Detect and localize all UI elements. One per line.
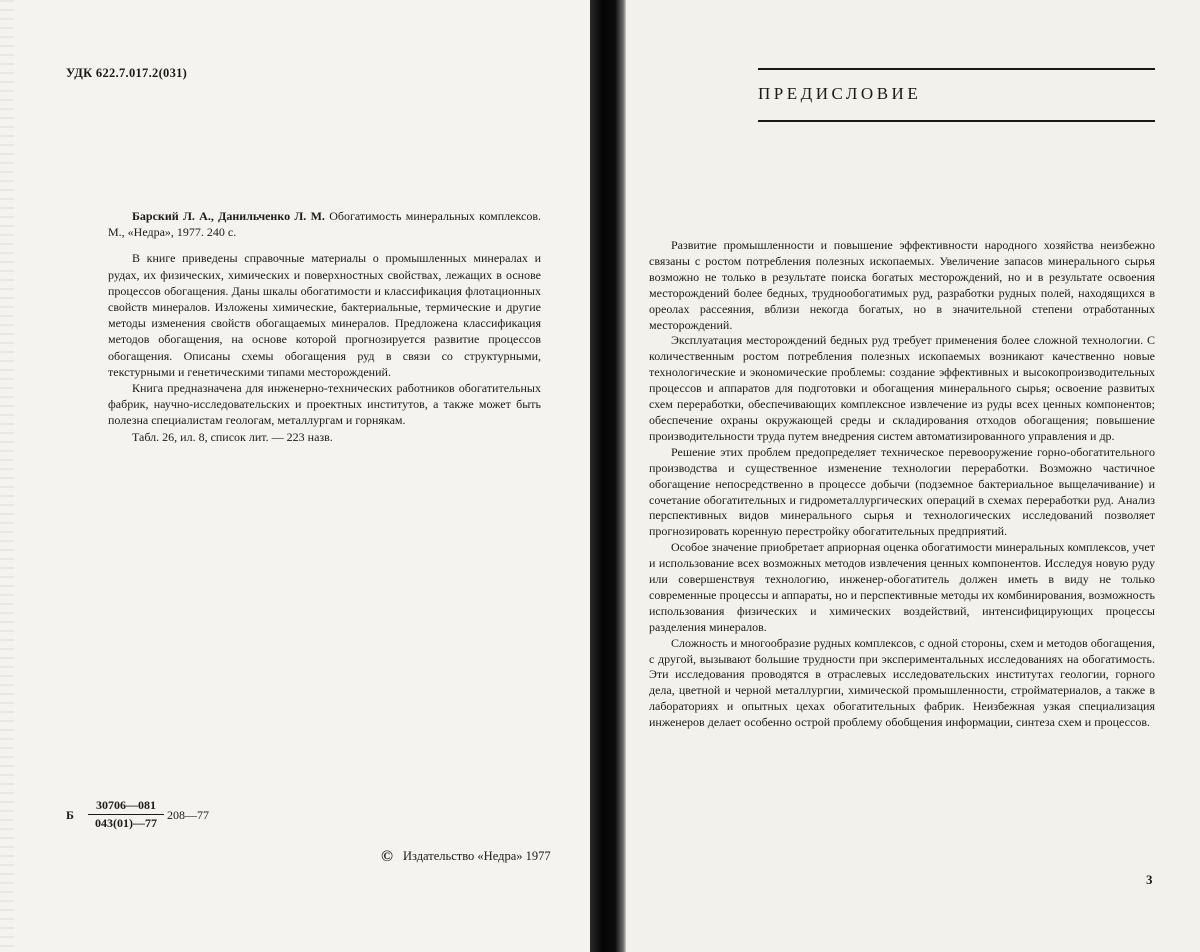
copyright-icon: © <box>381 848 393 865</box>
catalog-numerator: 30706—081 <box>88 798 164 815</box>
heading-rule-bottom <box>758 120 1155 122</box>
catalog-letter: Б <box>66 808 74 822</box>
preface-paragraph: Решение этих проблем предопределяет техническое перевооружение горно-обогатительного производства и существенное изменение технологии переработки. Возможно частичное обогащение непосредственно в процессе добычи (подземное бактериальное выщелачивание) и сочетание обогатительных и гидрометаллургических операций в схемах переработки руд. Анализ перспективных видов минерального сырья и технологических исследований позволяет прогнозировать коренную перестройку обогатительных предприятий. <box>649 444 1155 539</box>
preface-paragraph: Эксплуатация месторождений бедных руд требует применения более сложной технологии. С количественным ростом потребления полезных ископаемых возникают качественно новые технологические и экономические проблемы: создание эффективных и высокопроизводительных процессов и аппаратов для подготовки и обогащения минерального сырья; освоение развитых схем переработки, обеспечивающих комплексное извлечение из руды всех ценных компонентов; обеспечение охраны окружающей среды и складирования отходов обогащения; повышение производительности труда путем внедрения систем автоматизированного управления и др. <box>649 333 1155 443</box>
copyright-text: Издательство «Недра» 1977 <box>402 849 551 863</box>
page-number: 3 <box>1146 872 1153 887</box>
preface-paragraph: Развитие промышленности и повышение эффективности народного хозяйства неизбежно связаны с ростом потребления полезных ископаемых. Увеличение запасов минерального сырья возможно не только в результате поиска богатых месторождений, но и в результате освоения месторождений более бедных, труднообогатимых руд, разработки рудных полей, находящихся в ореолах рассеяния, вблизи некогда богатых, но в значительной степени отработанных месторождений. <box>649 238 1155 332</box>
catalog-denominator: 043(01)—77 <box>95 816 157 830</box>
copyright-line <box>381 848 551 866</box>
annotation-paragraph: Книга предназначена для инженерно-технических работников обогатительных фабрик, научно-исследовательских и проектных институтов, а также может быть полезна специалистам геологам, металлургам и горнякам. <box>108 381 541 428</box>
bib-authors: Барский Л. А., Данильченко Л. М. <box>132 209 325 223</box>
catalog-fraction <box>88 798 164 831</box>
heading-rule-top <box>758 68 1155 70</box>
book-annotation <box>108 208 541 445</box>
book-spine <box>590 0 626 952</box>
preface-paragraph: Сложность и многообразие рудных комплексов, с одной стороны, схем и методов обогащения, с другой, вызывают большие трудности при экспериментальных исследованиях на обогатимость. Эти исследования проводятся в отраслевых исследовательских институтах геологии, горного дела, цветной и черной металлургии, химической промышленности, стройматериалов, а также в лабораториях и опытных цехах обогатительных фабрик. Неизбежная узкая специализация инженеров делает особенно острой проблему обобщения информации, синтеза схем и процессов. <box>649 635 1156 730</box>
annotation-paragraph: В книге приведены справочные материалы о промышленных минералах и рудах, их физических, химических и поверхностных свойствах, лежащих в основе процессов обогащения. Даны шкалы обогатимости и классификация флотационных свойств минералов. Изложены химические, бактериальные, термические и другие методы изменения свойств обогащаемых минералов. Предложена классификация методов обогащения, на основе которой прогнозируется развитие процессов обогащения. Описаны схемы обогащения руд в связи со структурными, текстурными и генетическими типами месторождений. <box>108 251 541 379</box>
preface-paragraph: Особое значение приобретает априорная оценка обогатимости минеральных комплексов, учет и использование всех возможных методов извлечения ценных компонентов. Исследуя новую руду или совершенствуя технологию, инженер-обогатитель должен иметь в виду не только современные процессы и аппараты, но и перспективные методы их комбинирования, возможность использования физических и химических воздействий, интенсифицирующих процессы разделения минералов. <box>649 540 1155 634</box>
catalog-suffix: 208—77 <box>167 808 209 822</box>
bib-description: Обогатимость минеральных комплексов. М., «Недра», 1977. 240 с. <box>108 209 542 240</box>
udk-code: УДК 622.7.017.2(031) <box>66 66 188 80</box>
annotation-stats: Табл. 26, ил. 8, список лит. — 223 назв. <box>132 429 333 444</box>
left-edge-shadow <box>0 0 14 952</box>
page-title: ПРЕДИСЛОВИЕ <box>758 84 922 103</box>
preface-body <box>649 238 1155 731</box>
bibliographic-record <box>108 208 541 240</box>
